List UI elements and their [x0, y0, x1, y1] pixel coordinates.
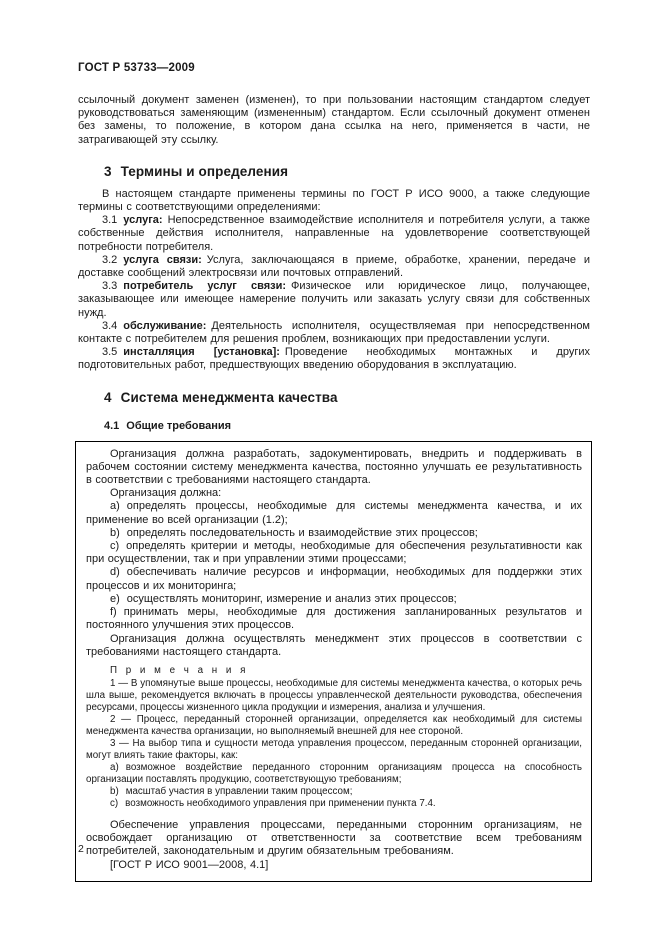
section-title: Термины и определения — [120, 163, 289, 179]
item-text: принимать меры, необходимые для достижения запланированных результатов и постоянного улучшения этих процессов. — [86, 606, 582, 632]
term-number: 3.2 — [102, 253, 118, 266]
requirement-item-e — [86, 593, 582, 606]
term-number: 3.3 — [102, 280, 118, 293]
requirement-item-f — [86, 606, 582, 632]
outsourcing-paragraph: Обеспечение управления процессами, переданными сторонним организациям, не освобождает организацию от ответственности за соответствие всем требованиям потребителей, законодательным и другим обязательным требованиям. — [86, 818, 582, 858]
citation-reference: [ГОСТ Р ИСО 9001—2008, 4.1] — [110, 858, 269, 871]
requirement-item-b — [86, 527, 582, 540]
term-name: услуга связи: — [123, 253, 202, 266]
requirement-item-c — [86, 540, 582, 566]
term-3-2 — [78, 254, 590, 280]
note-3-item-a — [86, 762, 582, 786]
item-label: f) — [110, 606, 117, 619]
item-text: возможное воздействие переданного сторонним организациям процесса на способность организации поставлять продукцию, соответствующую требованиям; — [86, 761, 582, 785]
item-label: a) — [110, 500, 120, 513]
subsection-number: 4.1 — [104, 419, 120, 432]
item-label: e) — [110, 592, 120, 605]
item-text: возможность необходимого управления при применении пункта 7.4. — [125, 797, 436, 809]
term-3-5 — [78, 346, 590, 372]
notes-title: П р и м е ч а н и я — [110, 664, 249, 676]
item-label: c) — [110, 797, 119, 809]
term-definition: Проведение необходимых монтажных и других подготовительных работ, предшествующих введению оборудования в эксплуатацию. — [78, 346, 590, 372]
term-name: услуга: — [123, 214, 163, 227]
term-name: потребитель услуг связи: — [123, 280, 287, 293]
item-label: b) — [110, 785, 119, 797]
section-3-intro: В настоящем стандарте применены термины по ГОСТ Р ИСО 9000, а также следующие термины с соответствующими определениями: — [78, 187, 590, 214]
note-3: 3 — На выбор типа и сущности метода управления процессом, переданным сторонней организации, могут влиять такие факторы, как: — [86, 737, 582, 761]
continuation-paragraph: ссылочный документ заменен (изменен), то при пользовании настоящим стандартом следует руководствоваться заменяющим (измененным) стандартом. Если ссылочный документ отменен без замены, то положение, в котором дана ссылка на него, применяется в части, не затрагивающей эту ссылку. — [78, 94, 590, 146]
page-number: 2 — [78, 843, 84, 855]
term-definition: Непосредственное взаимодействие исполнителя и потребителя услуги, а также собственные действия исполнителя, направленные на удовлетворение соответствующей потребности потребителя. — [78, 214, 590, 253]
standard-number-header: ГОСТ Р 53733—2009 — [78, 62, 195, 74]
term-name: обслуживание: — [123, 319, 207, 332]
term-number: 3.1 — [102, 214, 118, 227]
item-text: осуществлять мониторинг, измерение и анализ этих процессов; — [126, 592, 457, 605]
note-3-item-c — [86, 798, 582, 810]
note-1: 1 — В упомянутые выше процессы, необходимые для системы менеджмента качества, о которых речь шла выше, рекомендуется включать в процессы управленческой деятельности руководства, обеспечения ресурсами, процессы жизненного цикла продукции и измерения, анализа и улучшения. — [86, 677, 582, 713]
item-label: c) — [110, 540, 120, 553]
item-label: b) — [110, 526, 120, 539]
term-number: 3.4 — [102, 319, 118, 332]
section-number: 3 — [104, 163, 112, 179]
section-title: Система менеджмента качества — [120, 389, 338, 405]
section-number: 4 — [104, 389, 112, 405]
term-3-1 — [78, 214, 590, 254]
term-3-4 — [78, 320, 590, 346]
requirement-item-a — [86, 500, 582, 526]
term-definition: Услуга, заключающаяся в приеме, обработке, хранении, передаче и доставке сообщений электросвязи или почтовых отправлений. — [78, 253, 590, 280]
box-paragraph-2: Организация должна: — [110, 487, 222, 500]
item-text: масштаб участия в управлении таким процессом; — [125, 785, 353, 797]
item-text: определять процессы, необходимые для системы менеджмента качества, и их применение во всей организации (1.2); — [86, 500, 582, 526]
term-number: 3.5 — [102, 346, 118, 359]
subsection-4-1-heading — [104, 420, 590, 432]
term-name: инсталляция [установка]: — [123, 346, 280, 359]
note-2: 2 — Процесс, переданный сторонней организации, определяется как необходимый для системы менеджмента качества организации, но выполняемый внешней для нее стороной. — [86, 713, 582, 737]
term-3-3 — [78, 280, 590, 320]
item-label: d) — [110, 566, 120, 579]
term-definition: Физическое или юридическое лицо, получающее, заказывающее или имеющее намерение получить или заказать услугу связи для собственных нужд. — [78, 280, 590, 319]
section-4-heading — [104, 390, 590, 405]
section-3-heading — [104, 164, 590, 179]
note-3-item-b — [86, 786, 582, 798]
requirement-item-d — [86, 566, 582, 592]
item-text: обеспечивать наличие ресурсов и информации, необходимых для поддержки этих процессов и их мониторинга; — [86, 566, 582, 592]
item-text: определять последовательность и взаимодействие этих процессов; — [126, 526, 478, 539]
item-text: определять критерии и методы, необходимые для обеспечения результативности как при осуществлении, так и при управлении этими процессами; — [86, 540, 582, 566]
requirements-box — [75, 441, 592, 882]
item-label: a) — [110, 761, 119, 773]
term-definition: Деятельность исполнителя, осуществляемая при непосредственном контакте с потребителем для решения проблем, возникающих при предоставлении услуги. — [78, 319, 590, 346]
box-paragraph-3: Организация должна осуществлять менеджмент этих процессов в соответствии с требованиями настоящего стандарта. — [86, 632, 582, 658]
subsection-title: Общие требования — [126, 419, 232, 432]
page-content — [78, 55, 590, 882]
box-paragraph-1: Организация должна разработать, задокументировать, внедрить и поддерживать в рабочем состоянии систему менеджмента качества, постоянно улучшать ее результативность в соответствии с требованиями настоящего стандарта. — [86, 447, 582, 487]
